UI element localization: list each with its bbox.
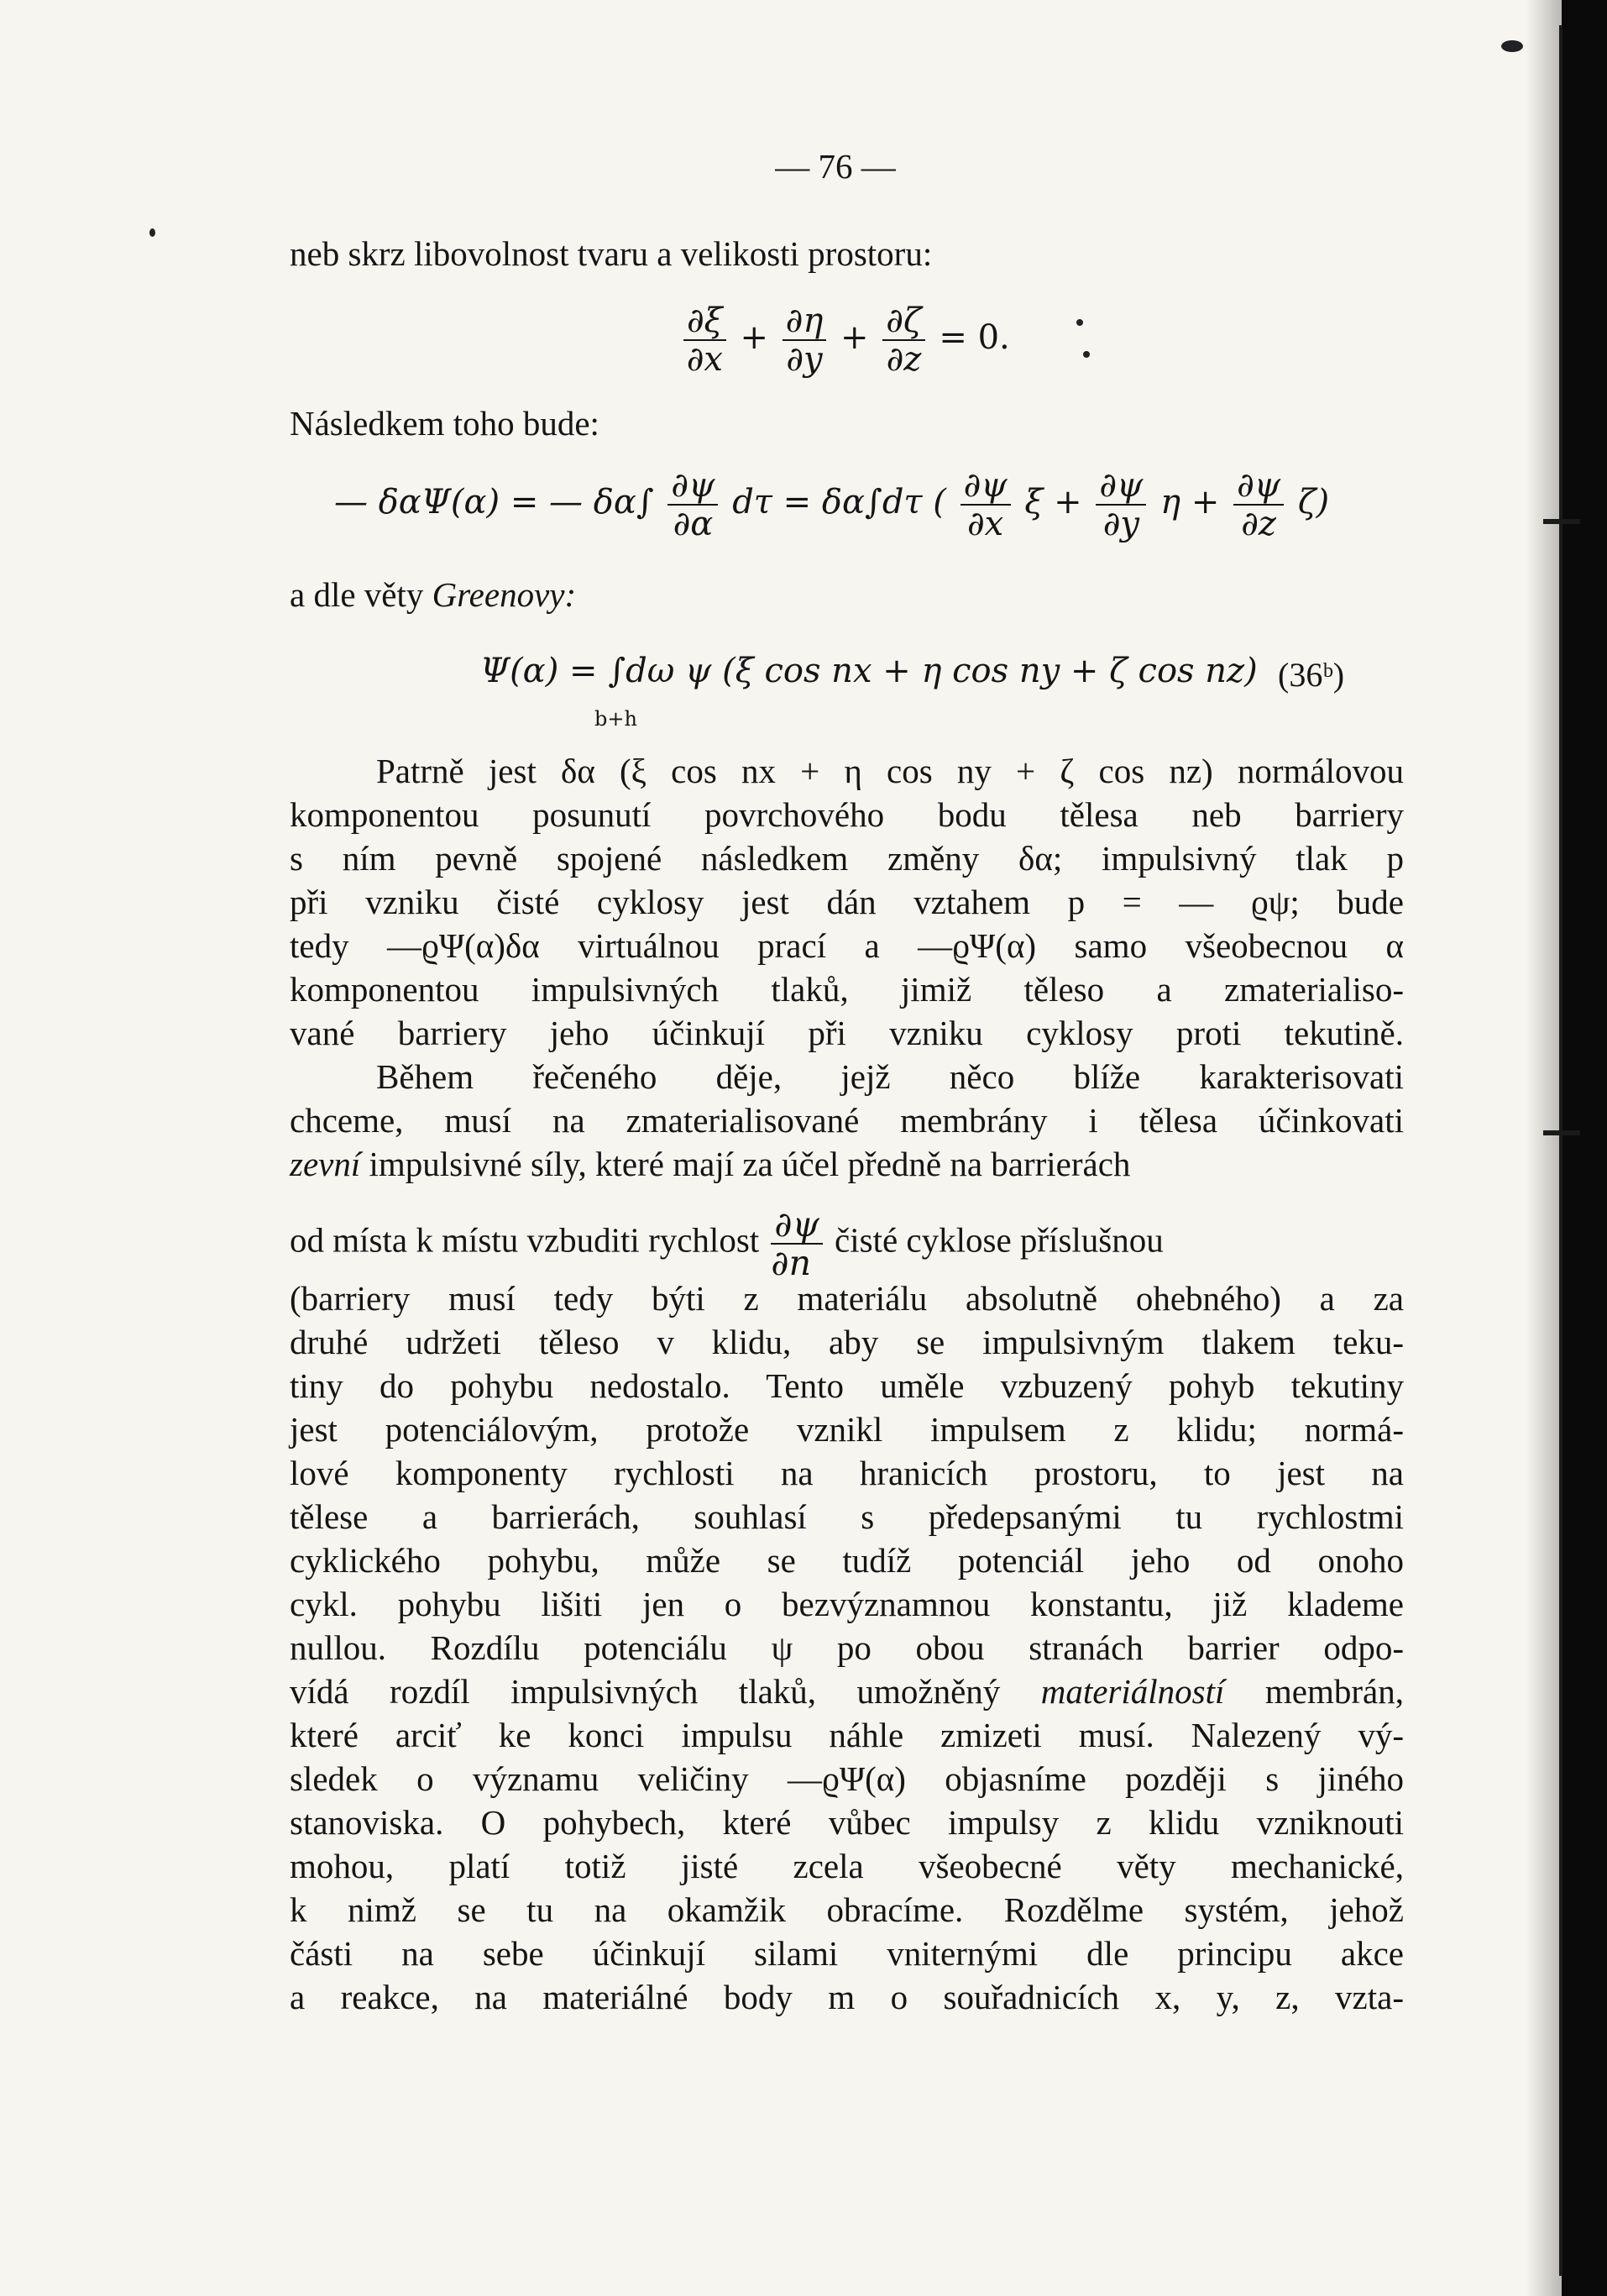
text-line: které arciť ke konci impulsu náhle zmizeti musí. Nalezený vý- — [290, 1716, 1404, 1754]
page-edge-line — [1559, 25, 1563, 2276]
text-line: lové komponenty rychlosti na hranicích prostoru, to jest na — [290, 1454, 1404, 1492]
print-speck — [149, 228, 155, 237]
fraction: $\frac{\partial\eta}{\partial y}$ — [783, 302, 827, 378]
text-line: mohou, platí totiž jisté zcela všeobecné věty mechanické, — [290, 1847, 1404, 1885]
equation-continuity: $\frac{\partial\xi}{\partial x}$ + $\frac{\partial\eta}{\partial y}$ + $\frac{\partial\zeta}{\partial z}$ = 0. — [680, 302, 1010, 378]
equation-number: (36ᵇ) — [1278, 656, 1345, 694]
fraction: $\frac{\partial\psi}{\partial n}$ — [771, 1206, 822, 1282]
text-line: Patrně jest δα (ξ cos nx + η cos ny + ζ cos nz) normálovou — [376, 752, 1404, 790]
text-line: nullou. Rozdílu potenciálu ψ po obou stranách barrier odpo- — [290, 1628, 1404, 1667]
text-line: stanoviska. O pohybech, které vůbec impulsy z klidu vzniknouti — [290, 1803, 1404, 1842]
print-speck — [1501, 40, 1523, 52]
text-line: vídá rozdíl impulsivných tlaků, umožněný materiálností membrán, — [290, 1672, 1404, 1711]
text-line: jest potenciálovým, protože vznikl impulsem z klidu; normá- — [290, 1410, 1404, 1449]
fraction: $\frac{\partial\zeta}{\partial z}$ — [882, 302, 924, 378]
print-speck — [1083, 351, 1090, 358]
text-line: tiny do pohybu nedostalo. Tento uměle vzbuzený pohyb tekutiny — [290, 1366, 1404, 1405]
text-line: s ním pevně spojené následkem změny δα; impulsivný tlak p — [290, 839, 1404, 878]
text-line: komponentou impulsivných tlaků, jimiž těleso a zmaterialiso- — [290, 970, 1404, 1009]
margin-mark — [1543, 1130, 1580, 1135]
integral-subscript: b+h — [594, 707, 637, 731]
equation-variation: — δαΨ(α) = — δα∫ $\frac{\partial\psi}{\partial\alpha}$ dτ = δα∫dτ ( $\frac{\partial\psi}{\partial x}$ ξ + $\frac{\partial\psi}{\partial y}$ η + $\frac{\partial\psi}{\partial z}$ ζ) — [334, 466, 1330, 543]
text-line: cyklického pohybu, může se tudíž potenciál jeho od onoho — [290, 1541, 1404, 1580]
text-line: vané barriery jeho účinkují při vzniku cyklosy proti tekutině. — [290, 1014, 1404, 1052]
text-line: (barriery musí tedy býti z materiálu absolutně ohebného) a za — [290, 1279, 1404, 1318]
text-line: tedy —ϱΨ(α)δα virtuálnou prací a —ϱΨ(α) samo všeobecnou α — [290, 926, 1404, 965]
fraction: $\frac{\partial\psi}{\partial\alpha}$ — [667, 467, 718, 543]
text-line: cykl. pohybu lišiti jen o bezvýznamnou konstantu, již klademe — [290, 1585, 1404, 1623]
fraction: $\frac{\partial\psi}{\partial z}$ — [1233, 467, 1284, 543]
text-line: Následkem toho bude: — [290, 404, 599, 443]
text-line: a dle věty Greenovy: — [290, 575, 577, 614]
text-line: části na sebe účinkují silami vniternými dle principu akce — [290, 1934, 1404, 1973]
fraction: $\frac{\partial\psi}{\partial y}$ — [1096, 467, 1146, 543]
fraction: $\frac{\partial\xi}{\partial x}$ — [683, 302, 726, 378]
fraction: $\frac{\partial\psi}{\partial x}$ — [961, 467, 1011, 543]
text-line: od místa k místu vzbuditi rychlost $\frac{\partial\psi}{\partial n}$ čisté cyklose příslušnou — [290, 1204, 1164, 1283]
print-speck — [1076, 319, 1083, 326]
text-line: tělese a barrierách, souhlasí s předepsanými tu rychlostmi — [290, 1497, 1404, 1536]
text-line: zevní impulsivné síly, které mají za účel předně na barrierách — [290, 1145, 1131, 1183]
text-line: Během řečeného děje, jejž něco blíže karakterisovati — [376, 1057, 1404, 1096]
text-line: sledek o významu veličiny —ϱΨ(α) objasníme později s jiného — [290, 1759, 1404, 1798]
equation-green: Ψ(α) = ∫dω ψ (ξ cos nx + η cos ny + ζ cos nz) — [480, 652, 1258, 690]
text-line: druhé udržeti těleso v klidu, aby se impulsivným tlakem teku- — [290, 1323, 1404, 1361]
text-line: a reakce, na materiálné body m o souřadnicích x, y, z, vzta- — [290, 1978, 1404, 2016]
text-line: k nimž se tu na okamžik obracíme. Rozdělme systém, jehož — [290, 1890, 1404, 1929]
text-line: chceme, musí na zmaterialisované membrány i tělesa účinkovati — [290, 1101, 1404, 1140]
page-edge-shadow — [1526, 0, 1562, 2296]
text-line: při vzniku čisté cyklosy jest dán vztahem p = — ϱψ; bude — [290, 883, 1404, 921]
text-line: komponentou posunutí povrchového bodu tělesa neb barriery — [290, 795, 1404, 834]
margin-mark — [1543, 519, 1580, 524]
page-number: — 76 — — [775, 147, 896, 186]
text-line: neb skrz libovolnost tvaru a velikosti prostoru: — [290, 234, 933, 273]
